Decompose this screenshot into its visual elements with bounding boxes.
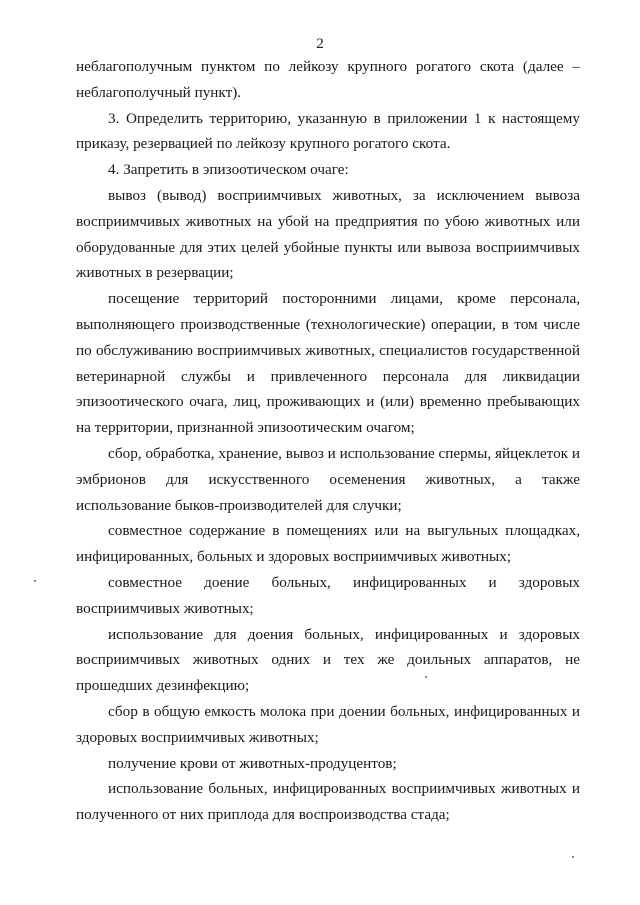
scan-speck (425, 676, 427, 678)
paragraph-item-4: 4. Запретить в эпизоотическом очаге: (108, 161, 349, 179)
paragraph-prohibition-reproduction: использование больных, инфицированных восприимчивых животных и полученного от них приплода для воспроизводства стада; (76, 780, 580, 824)
paragraph-prohibition-milking-machines: использование для доения больных, инфицированных и здоровых восприимчивых животных одних и тех же доильных аппаратов, не прошедших дезинфекцию; (76, 625, 580, 695)
page-number: 2 (316, 36, 324, 52)
paragraph-item-3: 3. Определить территорию, указанную в приложении 1 к настоящему приказу, резервацией по лейкозу крупного рогатого скота. (76, 109, 580, 153)
paragraph-prohibition-visits: посещение территорий посторонними лицами, кроме персонала, выполняющего производственные (технологические) операции, в том числе по обслуживанию восприимчивых животных, специалистов государственной ветеринарной службы и привлеченного персонала для ликвидации эпизоотического очага, лиц, проживающих и (или) временно пребывающих на территории, признанной эпизоотическим очагом; (76, 290, 580, 437)
paragraph-prohibition-joint-milking: совместное доение больных, инфицированных и здоровых восприимчивых животных; (76, 573, 580, 617)
document-body (76, 54, 580, 828)
paragraph-prohibition-sperm: сбор, обработка, хранение, вывоз и использование спермы, яйцеклеток и эмбрионов для искусственного осеменения животных, а также использование быков-производителей для случки; (76, 444, 580, 514)
paragraph-prohibition-joint-keeping: совместное содержание в помещениях или на выгульных площадках, инфицированных, больных и здоровых восприимчивых животных; (76, 522, 580, 566)
paragraph-prohibition-blood: получение крови от животных-продуцентов; (108, 754, 397, 772)
paragraph-prohibition-milk-collection: сбор в общую емкость молока при доении больных, инфицированных и здоровых восприимчивых животных; (76, 702, 580, 746)
scan-speck (572, 856, 574, 858)
scan-speck (34, 580, 36, 582)
paragraph-continuation: неблагополучным пунктом по лейкозу крупного рогатого скота (далее – неблагополучный пункт). (76, 58, 580, 101)
paragraph-prohibition-export: вывоз (вывод) восприимчивых животных, за исключением вывоза восприимчивых животных на убой на предприятия по убою животных или оборудованные для этих целей убойные пункты или вывоза восприимчивых животных в резервации; (76, 186, 580, 282)
